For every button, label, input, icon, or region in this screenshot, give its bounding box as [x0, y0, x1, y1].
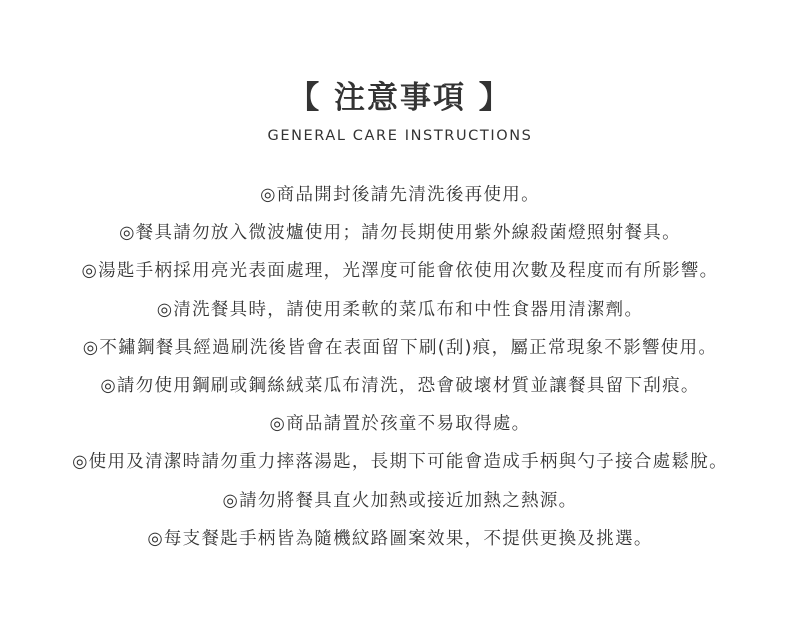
care-note: ◎請勿將餐具直火加熱或接近加熱之熱源。	[222, 490, 578, 511]
page-title: 【 注意事項 】	[288, 80, 512, 116]
care-note: ◎商品請置於孩童不易取得處。	[269, 414, 531, 435]
care-note: ◎清洗餐具時，請使用柔軟的菜瓜布和中性食器用清潔劑。	[156, 299, 644, 320]
care-note: ◎不鏽鋼餐具經過刷洗後皆會在表面留下刷(刮)痕，屬正常現象不影響使用。	[82, 337, 718, 358]
care-note: ◎請勿使用鋼刷或鋼絲絨菜瓜布清洗，恐會破壞材質並讓餐具留下刮痕。	[100, 375, 700, 396]
care-note: ◎使用及清潔時請勿重力摔落湯匙，長期下可能會造成手柄與勺子接合處鬆脫。	[72, 452, 728, 473]
page-subtitle: GENERAL CARE INSTRUCTIONS	[267, 128, 533, 144]
care-notes-list	[0, 180, 800, 562]
care-note: ◎商品開封後請先清洗後再使用。	[260, 185, 540, 205]
care-note: ◎湯匙手柄採用亮光表面處理，光澤度可能會依使用次數及程度而有所影響。	[81, 261, 719, 282]
care-note: ◎餐具請勿放入微波爐使用；請勿長期使用紫外線殺菌燈照射餐具。	[119, 223, 681, 244]
care-note: ◎每支餐匙手柄皆為隨機紋路圖案效果，不提供更換及挑選。	[147, 528, 653, 549]
